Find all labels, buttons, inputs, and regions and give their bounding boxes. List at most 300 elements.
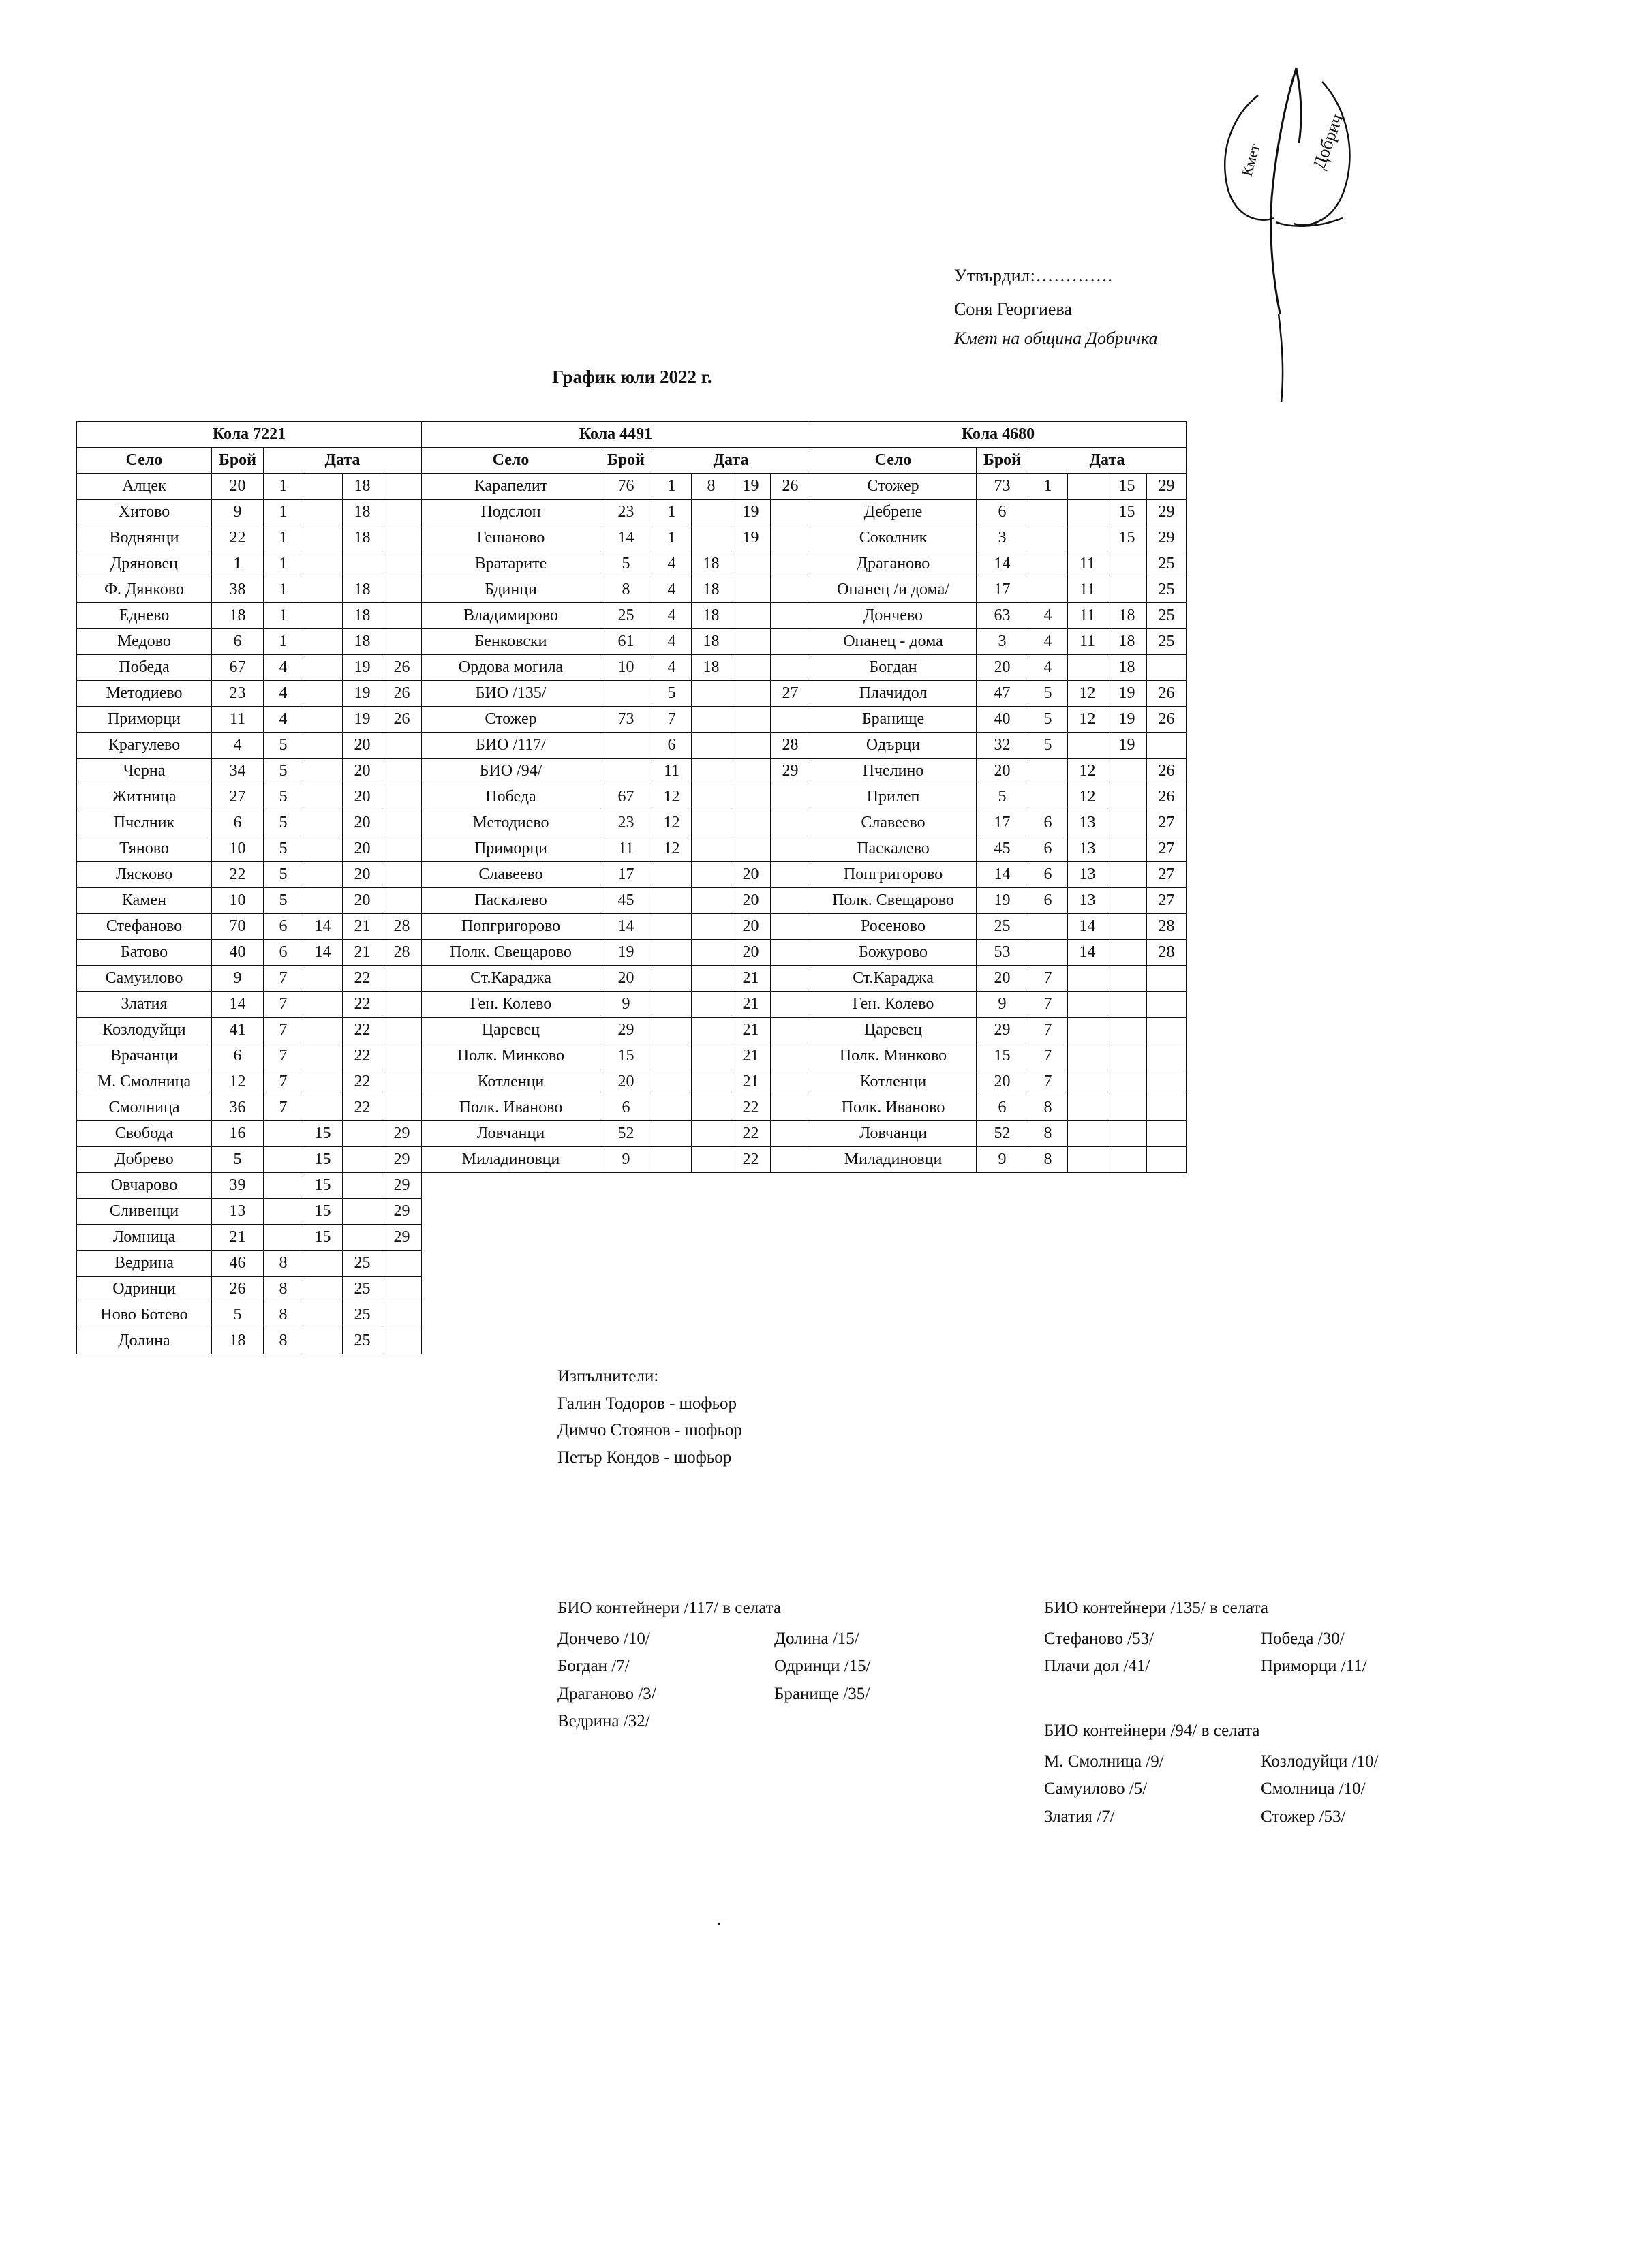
- table-row: [77, 1069, 1187, 1095]
- cell-date: [692, 888, 731, 914]
- cell-count: 22: [212, 862, 264, 888]
- cell-date: 7: [1028, 966, 1068, 992]
- cell-date: 11: [1068, 551, 1107, 577]
- cell-date: 8: [264, 1251, 303, 1277]
- cell-date: [343, 1225, 382, 1251]
- cell-count: [600, 759, 652, 784]
- cell-count: 11: [212, 707, 264, 733]
- cell-village: Подслон: [422, 500, 600, 525]
- cell-count: 20: [600, 966, 652, 992]
- cell-date: 25: [343, 1251, 382, 1277]
- bio-94-title: БИО контейнери /94/ в селата: [1044, 1722, 1260, 1740]
- bio-117-block: [557, 1595, 979, 1736]
- cell-count: [977, 1199, 1028, 1225]
- cell-date: [264, 1121, 303, 1147]
- cell-date: [1107, 759, 1147, 784]
- cell-village: Полк. Иваново: [422, 1095, 600, 1121]
- cell-date: [1147, 1069, 1187, 1095]
- cell-date: [1028, 500, 1068, 525]
- cell-date: 8: [1028, 1095, 1068, 1121]
- cell-date: 25: [343, 1277, 382, 1302]
- cell-village: Божурово: [810, 940, 977, 966]
- cell-count: 53: [977, 940, 1028, 966]
- cell-date: [303, 551, 343, 577]
- cell-village: Черна: [77, 759, 212, 784]
- cell-date: [771, 836, 810, 862]
- cell-date: [692, 1018, 731, 1043]
- cell-date: [1028, 525, 1068, 551]
- cell-count: 25: [977, 914, 1028, 940]
- cell-date: 29: [771, 759, 810, 784]
- col-село-1: Село: [77, 448, 212, 474]
- cell-count: 4: [212, 733, 264, 759]
- performer-2: Димчо Стоянов - шофьор: [557, 1421, 742, 1439]
- cell-date: [1068, 1173, 1107, 1199]
- cell-date: 29: [382, 1225, 422, 1251]
- cell-date: 22: [343, 1069, 382, 1095]
- cell-village: Одринци: [77, 1277, 212, 1302]
- cell-date: 13: [1068, 862, 1107, 888]
- cell-date: 29: [1147, 474, 1187, 500]
- cell-date: [1028, 1302, 1068, 1328]
- cell-village: [810, 1173, 977, 1199]
- cell-count: 6: [977, 500, 1028, 525]
- cell-village: Попгригорово: [810, 862, 977, 888]
- cell-date: [1107, 1199, 1147, 1225]
- cell-date: 5: [1028, 707, 1068, 733]
- cell-date: 26: [1147, 784, 1187, 810]
- cell-date: 18: [1107, 629, 1147, 655]
- cell-village: [422, 1302, 600, 1328]
- cell-date: 19: [343, 655, 382, 681]
- cell-date: [1147, 966, 1187, 992]
- cell-count: 6: [977, 1095, 1028, 1121]
- cell-date: [1107, 1018, 1147, 1043]
- cell-village: Стожер: [810, 474, 977, 500]
- cell-date: 12: [1068, 759, 1107, 784]
- cell-village: Воднянци: [77, 525, 212, 551]
- cell-date: [1068, 1199, 1107, 1225]
- cell-date: [652, 888, 692, 914]
- cell-date: 27: [1147, 836, 1187, 862]
- cell-date: [652, 1225, 692, 1251]
- cell-date: 25: [1147, 577, 1187, 603]
- cell-date: [1147, 1121, 1187, 1147]
- cell-date: [1107, 1251, 1147, 1277]
- cell-date: [303, 759, 343, 784]
- cell-date: [303, 474, 343, 500]
- cell-date: [1028, 914, 1068, 940]
- cell-count: 9: [212, 966, 264, 992]
- cell-date: [1028, 1225, 1068, 1251]
- cell-date: [692, 1095, 731, 1121]
- cell-date: [382, 1277, 422, 1302]
- cell-date: 21: [343, 940, 382, 966]
- cell-count: [600, 1199, 652, 1225]
- table-row: [77, 1225, 1187, 1251]
- cell-date: [692, 1225, 731, 1251]
- cell-date: [1147, 1043, 1187, 1069]
- cell-date: 12: [1068, 784, 1107, 810]
- col-дата-2: Дата: [652, 448, 810, 474]
- cell-date: 28: [771, 733, 810, 759]
- cell-date: [692, 1277, 731, 1302]
- cell-date: [382, 1302, 422, 1328]
- cell-date: [652, 1277, 692, 1302]
- cell-count: 23: [600, 810, 652, 836]
- cell-date: [1147, 1095, 1187, 1121]
- cell-date: [731, 655, 771, 681]
- table-row: [77, 1043, 1187, 1069]
- cell-date: [731, 1302, 771, 1328]
- cell-village: Полк. Свещарово: [810, 888, 977, 914]
- cell-date: 21: [731, 1018, 771, 1043]
- cell-date: [771, 1043, 810, 1069]
- cell-date: [692, 1069, 731, 1095]
- cell-count: 17: [977, 810, 1028, 836]
- cell-count: 14: [600, 525, 652, 551]
- cell-date: 1: [264, 474, 303, 500]
- cell-date: 25: [343, 1302, 382, 1328]
- cell-village: Самуилово: [77, 966, 212, 992]
- cell-date: 19: [731, 500, 771, 525]
- cell-date: [1068, 733, 1107, 759]
- bio-94-b-3: Стожер /53/: [1261, 1807, 1346, 1826]
- cell-date: [1068, 655, 1107, 681]
- cell-date: 15: [1107, 500, 1147, 525]
- cell-village: [810, 1277, 977, 1302]
- performers-block: [557, 1363, 742, 1471]
- cell-count: 15: [600, 1043, 652, 1069]
- cell-date: [731, 1199, 771, 1225]
- cell-count: 32: [977, 733, 1028, 759]
- cell-date: [303, 707, 343, 733]
- cell-date: 22: [731, 1147, 771, 1173]
- cell-count: 18: [212, 603, 264, 629]
- cell-count: 23: [212, 681, 264, 707]
- cell-count: 63: [977, 603, 1028, 629]
- table-row: [77, 525, 1187, 551]
- cell-date: [652, 1043, 692, 1069]
- cell-date: 8: [264, 1302, 303, 1328]
- cell-date: 15: [1107, 474, 1147, 500]
- cell-village: [422, 1225, 600, 1251]
- cell-date: [1147, 1302, 1187, 1328]
- cell-date: 20: [343, 888, 382, 914]
- cell-date: [343, 1147, 382, 1173]
- cell-date: [1107, 1147, 1147, 1173]
- cell-date: [1028, 940, 1068, 966]
- cell-date: 5: [652, 681, 692, 707]
- cell-date: 5: [264, 888, 303, 914]
- cell-date: 13: [1068, 810, 1107, 836]
- cell-date: [771, 577, 810, 603]
- cell-date: [382, 500, 422, 525]
- cell-date: 7: [264, 966, 303, 992]
- cell-date: [1147, 1328, 1187, 1354]
- cell-date: [382, 759, 422, 784]
- cell-date: 29: [382, 1121, 422, 1147]
- cell-date: [771, 500, 810, 525]
- table-header-columns: [77, 448, 1187, 474]
- cell-count: [600, 1173, 652, 1199]
- cell-date: 7: [1028, 992, 1068, 1018]
- cell-count: [600, 1302, 652, 1328]
- cell-date: 28: [1147, 940, 1187, 966]
- cell-date: [771, 707, 810, 733]
- cell-date: 19: [343, 707, 382, 733]
- cell-date: [1068, 1302, 1107, 1328]
- cell-date: 4: [652, 655, 692, 681]
- cell-village: Славеево: [810, 810, 977, 836]
- cell-date: 18: [692, 577, 731, 603]
- cell-date: 29: [1147, 500, 1187, 525]
- col-дата-3: Дата: [1028, 448, 1187, 474]
- cell-date: [652, 940, 692, 966]
- cell-date: [382, 603, 422, 629]
- cell-date: 25: [343, 1328, 382, 1354]
- cell-village: Карапелит: [422, 474, 600, 500]
- cell-village: Сливенци: [77, 1199, 212, 1225]
- cell-count: 9: [600, 992, 652, 1018]
- cell-date: [692, 733, 731, 759]
- cell-count: 27: [212, 784, 264, 810]
- bio-117-a-3: Драганово /3/: [557, 1684, 656, 1703]
- cell-count: 14: [977, 551, 1028, 577]
- cell-village: Добрево: [77, 1147, 212, 1173]
- cell-count: [600, 1277, 652, 1302]
- approved-label: Утвърдил:………….: [954, 266, 1113, 286]
- cell-date: 6: [1028, 888, 1068, 914]
- cell-village: [422, 1328, 600, 1354]
- cell-village: Ловчанци: [422, 1121, 600, 1147]
- cell-count: 5: [977, 784, 1028, 810]
- cell-count: 38: [212, 577, 264, 603]
- cell-date: 25: [1147, 551, 1187, 577]
- col-брой-3: Брой: [977, 448, 1028, 474]
- cell-date: 7: [264, 1043, 303, 1069]
- cell-date: [1028, 759, 1068, 784]
- cell-date: [303, 733, 343, 759]
- cell-village: [422, 1251, 600, 1277]
- cell-date: 21: [343, 914, 382, 940]
- vehicle-header-1: Кола 7221: [77, 422, 422, 448]
- cell-count: 67: [600, 784, 652, 810]
- cell-village: Свобода: [77, 1121, 212, 1147]
- cell-count: 5: [212, 1302, 264, 1328]
- performers-title: Изпълнители:: [557, 1367, 659, 1386]
- table-row: [77, 655, 1187, 681]
- cell-date: [343, 1121, 382, 1147]
- cell-date: 8: [264, 1277, 303, 1302]
- cell-date: [382, 992, 422, 1018]
- cell-date: 18: [343, 629, 382, 655]
- cell-date: 4: [264, 655, 303, 681]
- cell-count: 29: [600, 1018, 652, 1043]
- cell-date: [1147, 1018, 1187, 1043]
- cell-count: [977, 1225, 1028, 1251]
- cell-village: Ген. Колево: [422, 992, 600, 1018]
- cell-count: 40: [212, 940, 264, 966]
- cell-date: 18: [692, 551, 731, 577]
- cell-count: 6: [600, 1095, 652, 1121]
- table-row: [77, 707, 1187, 733]
- cell-date: [1068, 500, 1107, 525]
- cell-date: [303, 1095, 343, 1121]
- cell-date: [652, 1095, 692, 1121]
- cell-date: [731, 577, 771, 603]
- cell-date: [1028, 1199, 1068, 1225]
- cell-date: [1107, 966, 1147, 992]
- cell-village: Опанец - дома: [810, 629, 977, 655]
- cell-count: 6: [212, 629, 264, 655]
- cell-date: [343, 551, 382, 577]
- cell-count: 9: [600, 1147, 652, 1173]
- col-село-3: Село: [810, 448, 977, 474]
- cell-village: [810, 1225, 977, 1251]
- cell-village: Полк. Иваново: [810, 1095, 977, 1121]
- cell-date: [652, 1121, 692, 1147]
- cell-count: 23: [600, 500, 652, 525]
- cell-date: 21: [731, 1043, 771, 1069]
- bio-135-title: БИО контейнери /135/ в селата: [1044, 1599, 1268, 1617]
- cell-count: 17: [977, 577, 1028, 603]
- cell-village: Полк. Минково: [810, 1043, 977, 1069]
- cell-date: 1: [264, 525, 303, 551]
- cell-village: Дончево: [810, 603, 977, 629]
- cell-date: 12: [652, 810, 692, 836]
- cell-date: [303, 836, 343, 862]
- approver-name: Соня Георгиева: [954, 299, 1072, 319]
- cell-date: [652, 1199, 692, 1225]
- cell-date: 27: [1147, 888, 1187, 914]
- cell-date: [1068, 1147, 1107, 1173]
- vehicle-header-2: Кола 4491: [422, 422, 810, 448]
- cell-count: 10: [212, 888, 264, 914]
- cell-date: 1: [652, 500, 692, 525]
- cell-village: Бранище: [810, 707, 977, 733]
- cell-count: 39: [212, 1173, 264, 1199]
- cell-count: 17: [600, 862, 652, 888]
- cell-village: Бенковски: [422, 629, 600, 655]
- cell-date: [1068, 1328, 1107, 1354]
- cell-date: 15: [303, 1121, 343, 1147]
- cell-date: [1147, 1225, 1187, 1251]
- cell-count: 20: [977, 1069, 1028, 1095]
- approver-role: Кмет на община Добричка: [954, 328, 1158, 348]
- cell-village: Еднево: [77, 603, 212, 629]
- cell-date: [692, 1199, 731, 1225]
- cell-date: 21: [731, 1069, 771, 1095]
- cell-date: 7: [264, 1069, 303, 1095]
- cell-date: [382, 966, 422, 992]
- cell-date: [771, 1121, 810, 1147]
- table-row: [77, 1277, 1187, 1302]
- cell-count: 20: [600, 1069, 652, 1095]
- cell-date: 1: [652, 525, 692, 551]
- cell-date: 7: [652, 707, 692, 733]
- cell-village: БИО /135/: [422, 681, 600, 707]
- cell-date: [731, 629, 771, 655]
- table-row: [77, 1199, 1187, 1225]
- cell-date: 22: [343, 1018, 382, 1043]
- cell-village: Ловчанци: [810, 1121, 977, 1147]
- cell-date: 7: [1028, 1043, 1068, 1069]
- cell-date: [303, 1018, 343, 1043]
- cell-date: [1068, 474, 1107, 500]
- cell-village: Ст.Караджа: [422, 966, 600, 992]
- cell-date: [1147, 733, 1187, 759]
- cell-date: 11: [652, 759, 692, 784]
- bio-135-block: [1044, 1595, 1465, 1681]
- cell-count: 46: [212, 1251, 264, 1277]
- cell-date: [1107, 1095, 1147, 1121]
- cell-village: БИО /117/: [422, 733, 600, 759]
- cell-date: [731, 1173, 771, 1199]
- cell-date: 27: [1147, 810, 1187, 836]
- cell-count: 19: [977, 888, 1028, 914]
- cell-date: [382, 577, 422, 603]
- cell-date: [1107, 862, 1147, 888]
- cell-village: Полк. Свещарово: [422, 940, 600, 966]
- bio-135-b-2: Приморци /11/: [1261, 1657, 1367, 1675]
- cell-date: [303, 1069, 343, 1095]
- cell-date: 7: [264, 1018, 303, 1043]
- cell-count: 36: [212, 1095, 264, 1121]
- cell-date: 22: [343, 1095, 382, 1121]
- cell-count: 47: [977, 681, 1028, 707]
- cell-date: [692, 784, 731, 810]
- cell-count: 9: [977, 1147, 1028, 1173]
- cell-date: [771, 603, 810, 629]
- cell-date: [652, 1069, 692, 1095]
- cell-date: [1147, 992, 1187, 1018]
- cell-date: [303, 784, 343, 810]
- table-row: [77, 940, 1187, 966]
- cell-date: [771, 525, 810, 551]
- cell-date: [731, 784, 771, 810]
- cell-date: 20: [343, 810, 382, 836]
- bio-117-a-4: Ведрина /32/: [557, 1712, 650, 1730]
- table-row: [77, 992, 1187, 1018]
- cell-date: [1068, 1043, 1107, 1069]
- cell-village: Хитово: [77, 500, 212, 525]
- table-row: [77, 603, 1187, 629]
- cell-village: Богдан: [810, 655, 977, 681]
- table-header-vehicles: [77, 422, 1187, 448]
- cell-date: [1107, 992, 1147, 1018]
- cell-count: 21: [212, 1225, 264, 1251]
- cell-date: 29: [382, 1147, 422, 1173]
- cell-date: [731, 1328, 771, 1354]
- cell-count: [977, 1302, 1028, 1328]
- bio-94-b-1: Козлодуйци /10/: [1261, 1752, 1379, 1771]
- cell-date: 18: [1107, 655, 1147, 681]
- cell-date: 27: [1147, 862, 1187, 888]
- cell-date: [771, 1069, 810, 1095]
- cell-village: Ордова могила: [422, 655, 600, 681]
- table-row: [77, 784, 1187, 810]
- cell-date: [731, 1277, 771, 1302]
- cell-village: Пчелник: [77, 810, 212, 836]
- cell-date: [771, 551, 810, 577]
- cell-date: [692, 862, 731, 888]
- cell-date: 8: [692, 474, 731, 500]
- cell-village: Методиево: [77, 681, 212, 707]
- cell-village: Владимирово: [422, 603, 600, 629]
- cell-date: 15: [1107, 525, 1147, 551]
- cell-date: [382, 1328, 422, 1354]
